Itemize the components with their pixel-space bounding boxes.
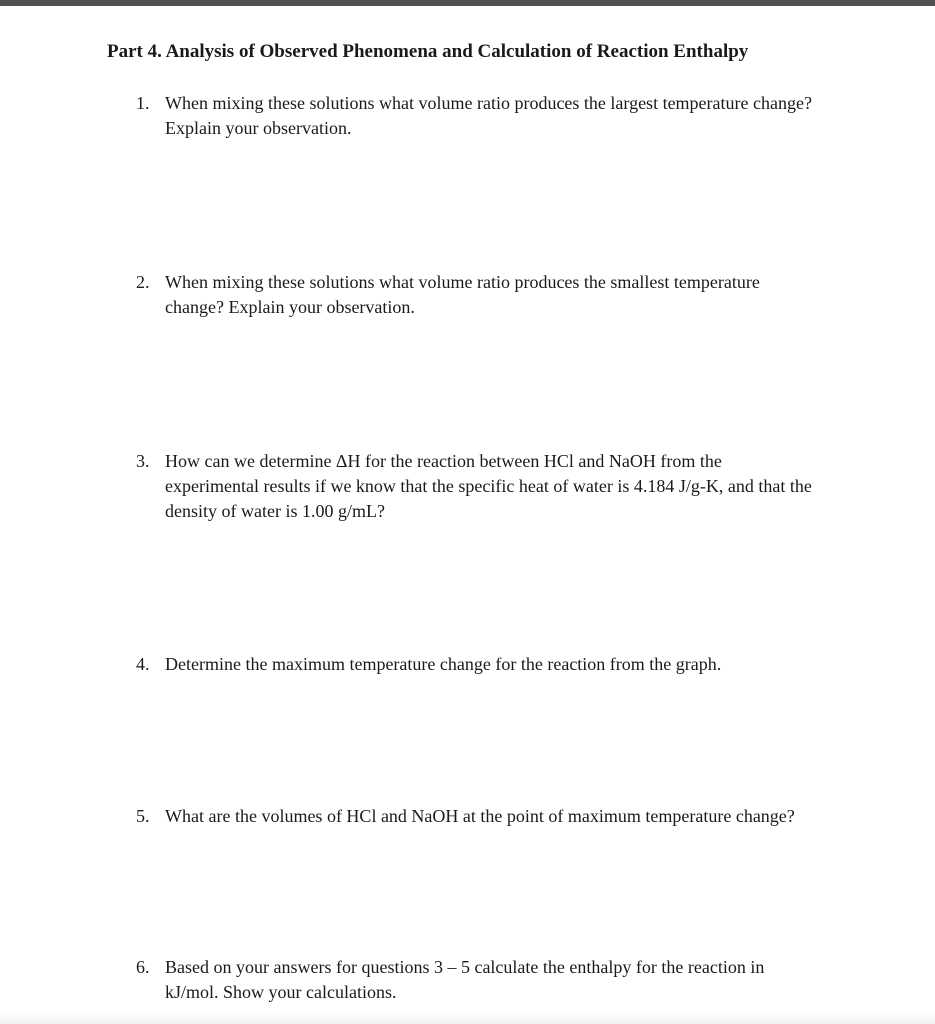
question-text	[165, 955, 875, 1005]
question-number: 2.	[136, 272, 150, 292]
question-text	[165, 270, 875, 320]
question-line: When mixing these solutions what volume ratio produces the smallest temperature	[165, 272, 760, 292]
question-line: Determine the maximum temperature change for the reaction from the graph.	[165, 654, 722, 674]
question-text	[165, 652, 875, 677]
question-line: What are the volumes of HCl and NaOH at the point of maximum temperature change?	[165, 806, 795, 826]
question-line: When mixing these solutions what volume ratio produces the largest temperature change?	[165, 93, 812, 113]
question-text	[165, 91, 875, 141]
question-text	[165, 804, 875, 829]
question-number: 1.	[136, 93, 150, 113]
window-top-border	[0, 0, 935, 6]
question-number: 5.	[136, 806, 150, 826]
page-bottom-edge	[0, 1012, 935, 1024]
question-line: change? Explain your observation.	[165, 297, 415, 317]
question-line: How can we determine ΔH for the reaction between HCl and NaOH from the	[165, 451, 722, 471]
question-line: kJ/mol. Show your calculations.	[165, 982, 397, 1002]
page-title: Part 4. Analysis of Observed Phenomena and Calculation of Reaction Enthalpy	[107, 41, 749, 62]
question-line: Based on your answers for questions 3 – 5 calculate the enthalpy for the reaction in	[165, 957, 765, 977]
question-line: density of water is 1.00 g/mL?	[165, 501, 385, 521]
question-number: 4.	[136, 654, 150, 674]
question-line: Explain your observation.	[165, 118, 352, 138]
question-number: 3.	[136, 451, 150, 471]
question-number: 6.	[136, 957, 150, 977]
question-line: experimental results if we know that the specific heat of water is 4.184 J/g-K, and that the	[165, 476, 812, 496]
question-text	[165, 449, 875, 524]
